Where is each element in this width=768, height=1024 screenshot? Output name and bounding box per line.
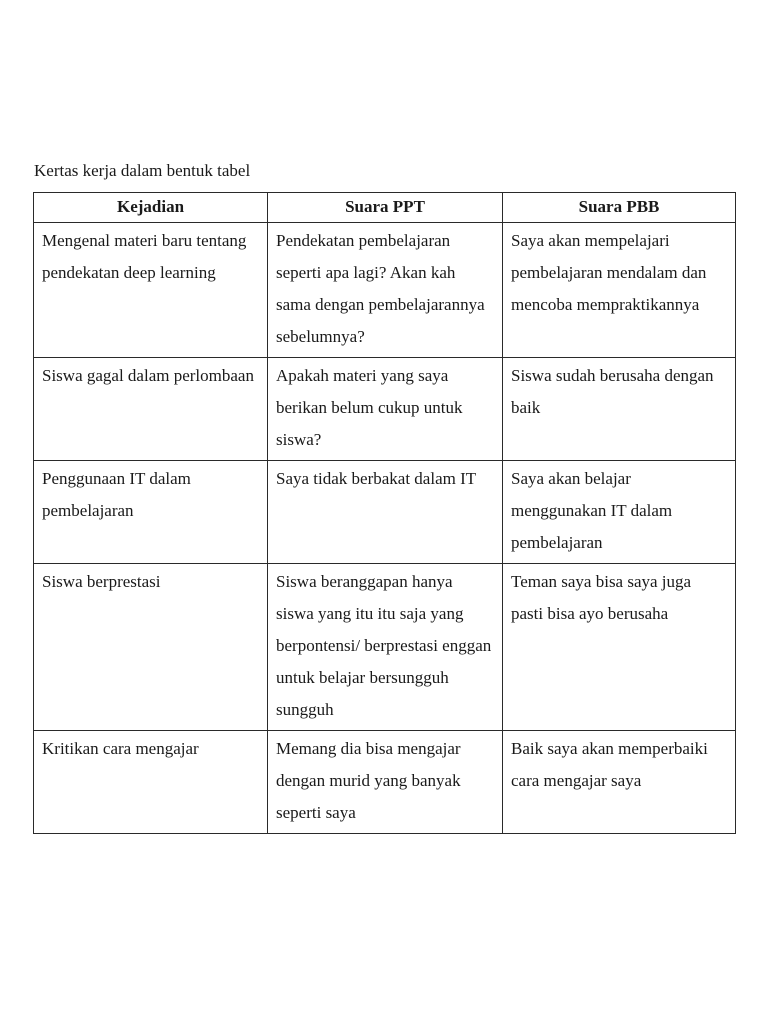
cell-text: Pendekatan pembelajaran seperti apa lagi? Akan kah sama dengan pembelajarannya sebelumnya? bbox=[276, 231, 485, 346]
cell-suara-pbb bbox=[503, 358, 736, 461]
cell-text: Siswa beranggapan hanya siswa yang itu itu saja yang berpontensi/ berprestasi enggan untuk belajar bersungguh sungguh bbox=[276, 572, 492, 719]
cell-text: Teman saya bisa saya juga pasti bisa ayo berusaha bbox=[511, 572, 692, 623]
cell-suara-pbb bbox=[503, 461, 736, 564]
cell-text: Saya tidak berbakat dalam IT bbox=[276, 469, 477, 488]
header-kejadian: Kejadian bbox=[34, 193, 268, 223]
cell-kejadian bbox=[34, 358, 268, 461]
header-suara-pbb: Suara PBB bbox=[503, 193, 736, 223]
cell-suara-ppt bbox=[268, 223, 503, 358]
cell-text: Saya akan mempelajari pembelajaran mendalam dan mencoba mempraktikannya bbox=[511, 231, 707, 314]
cell-suara-ppt bbox=[268, 731, 503, 834]
table-row bbox=[34, 461, 736, 564]
cell-suara-pbb bbox=[503, 564, 736, 731]
cell-suara-ppt bbox=[268, 358, 503, 461]
table-row bbox=[34, 223, 736, 358]
table-row bbox=[34, 731, 736, 834]
header-row bbox=[34, 193, 736, 223]
table-body bbox=[34, 223, 736, 834]
cell-suara-pbb bbox=[503, 731, 736, 834]
cell-suara-pbb bbox=[503, 223, 736, 358]
worksheet-table bbox=[33, 192, 736, 834]
cell-text: Siswa berprestasi bbox=[42, 572, 161, 591]
cell-text: Mengenal materi baru tentang pendekatan deep learning bbox=[42, 231, 247, 282]
cell-text: Siswa gagal dalam perlombaan bbox=[42, 366, 254, 385]
cell-kejadian bbox=[34, 564, 268, 731]
cell-suara-ppt bbox=[268, 461, 503, 564]
cell-kejadian bbox=[34, 223, 268, 358]
cell-kejadian bbox=[34, 461, 268, 564]
table-row bbox=[34, 564, 736, 731]
cell-text: Kritikan cara mengajar bbox=[42, 739, 199, 758]
cell-text: Memang dia bisa mengajar dengan murid yang banyak seperti saya bbox=[276, 739, 461, 822]
header-suara-ppt: Suara PPT bbox=[268, 193, 503, 223]
cell-suara-ppt bbox=[268, 564, 503, 731]
cell-kejadian bbox=[34, 731, 268, 834]
cell-text: Penggunaan IT dalam pembelajaran bbox=[42, 469, 191, 520]
cell-text: Baik saya akan memperbaiki cara mengajar saya bbox=[511, 739, 708, 790]
cell-text: Apakah materi yang saya berikan belum cukup untuk siswa? bbox=[276, 366, 463, 449]
cell-text: Saya akan belajar menggunakan IT dalam pembelajaran bbox=[511, 469, 673, 552]
cell-text: Siswa sudah berusaha dengan baik bbox=[511, 366, 714, 417]
table-row bbox=[34, 358, 736, 461]
table-caption: Kertas kerja dalam bentuk tabel bbox=[34, 161, 251, 180]
table-header bbox=[34, 193, 736, 223]
